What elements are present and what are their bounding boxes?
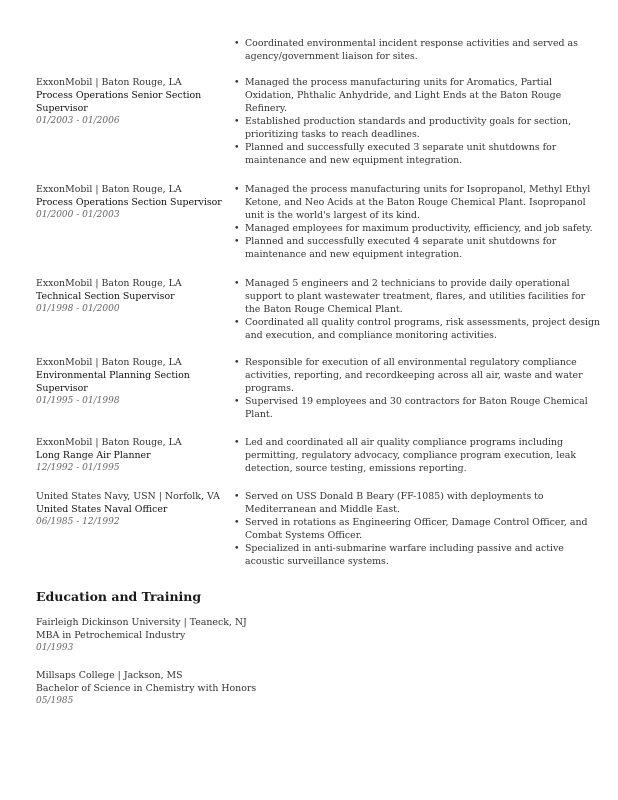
job-dates: 01/1998 - 01/2000 — [36, 304, 120, 314]
job-dates: 12/1992 - 01/1995 — [36, 463, 120, 473]
education-school: Fairleigh Dickinson University | Teaneck, NJ — [36, 617, 247, 628]
job-meta — [36, 183, 226, 222]
job-dates: 01/2003 - 01/2006 — [36, 116, 120, 126]
job-bullets — [232, 37, 602, 63]
job-title: Long Range Air Planner — [36, 450, 151, 461]
bullet: • Coordinated environmental incident response activities and served as agency/government liaison for sites. — [232, 37, 602, 63]
bullet: • Planned and successfully executed 3 separate unit shutdowns for maintenance and new equipment integration. — [232, 141, 602, 167]
bullet: • Specialized in anti-submarine warfare including passive and active acoustic surveillance systems. — [232, 542, 602, 568]
job-dates: 06/1985 - 12/1992 — [36, 517, 120, 527]
job-meta — [36, 490, 226, 529]
job-title: Process Operations Senior Section Supervisor — [36, 90, 202, 114]
bullet: • Planned and successfully executed 4 separate unit shutdowns for maintenance and new equipment integration. — [232, 235, 602, 261]
bullet: • Managed employees for maximum productivity, efficiency, and job safety. — [232, 222, 602, 235]
job-meta — [36, 436, 226, 475]
education-heading: Education and Training — [36, 589, 202, 604]
job-company: ExxonMobil | Baton Rouge, LA — [36, 357, 182, 368]
bullet: • Coordinated all quality control programs, risk assessments, project design and execution, and compliance monitoring activities. — [232, 316, 602, 342]
job-title: United States Naval Officer — [36, 504, 168, 515]
education-date: 01/1993 — [36, 643, 74, 653]
job-title: Process Operations Section Supervisor — [36, 197, 222, 208]
job-dates: 01/2000 - 01/2003 — [36, 210, 120, 220]
job-title: Environmental Planning Section Supervisor — [36, 370, 190, 394]
bullet: • Established production standards and productivity goals for section, prioritizing tasks to reach deadlines. — [232, 115, 602, 141]
bullet: • Responsible for execution of all environmental regulatory compliance activities, reporting, and recordkeeping across all air, waste and water programs. — [232, 356, 602, 395]
job-meta — [36, 356, 226, 408]
job-bullets — [232, 183, 602, 261]
job-company: ExxonMobil | Baton Rouge, LA — [36, 437, 182, 448]
job-bullets — [232, 490, 602, 568]
job-bullets — [232, 356, 602, 421]
job-title: Technical Section Supervisor — [36, 291, 175, 302]
education-date: 05/1985 — [36, 696, 74, 706]
education-degree: MBA in Petrochemical Industry — [36, 630, 186, 641]
bullet: • Led and coordinated all air quality compliance programs including permitting, regulatory advocacy, compliance program execution, leak detection, source testing, emissions reporting. — [232, 436, 602, 475]
job-company: ExxonMobil | Baton Rouge, LA — [36, 77, 182, 88]
job-bullets — [232, 76, 602, 167]
bullet: • Managed the process manufacturing units for Isopropanol, Methyl Ethyl Ketone, and Neo Acids at the Baton Rouge Chemical Plant. Isopropanol unit is the world's largest of its kind. — [232, 183, 602, 222]
education-entry — [36, 616, 296, 655]
job-bullets — [232, 277, 602, 342]
job-company: ExxonMobil | Baton Rouge, LA — [36, 278, 182, 289]
bullet: • Managed the process manufacturing units for Aromatics, Partial Oxidation, Phthalic Anhydride, and Light Ends at the Baton Rouge Refinery. — [232, 76, 602, 115]
bullet: • Served in rotations as Engineering Officer, Damage Control Officer, and Combat Systems Officer. — [232, 516, 602, 542]
education-school: Millsaps College | Jackson, MS — [36, 670, 183, 681]
bullet: • Managed 5 engineers and 2 technicians to provide daily operational support to plant wastewater treatment, flares, and utilities facilities for the Baton Rouge Chemical Plant. — [232, 277, 602, 316]
job-company: United States Navy, USN | Norfolk, VA — [36, 491, 220, 502]
job-meta — [36, 277, 226, 316]
job-dates: 01/1995 - 01/1998 — [36, 396, 120, 406]
job-bullets — [232, 436, 602, 475]
education-entry — [36, 669, 296, 708]
job-company: ExxonMobil | Baton Rouge, LA — [36, 184, 182, 195]
education-degree: Bachelor of Science in Chemistry with Honors — [36, 683, 257, 694]
bullet: • Served on USS Donald B Beary (FF-1085) with deployments to Mediterranean and Middle East. — [232, 490, 602, 516]
bullet: • Supervised 19 employees and 30 contractors for Baton Rouge Chemical Plant. — [232, 395, 602, 421]
job-meta — [36, 76, 226, 128]
